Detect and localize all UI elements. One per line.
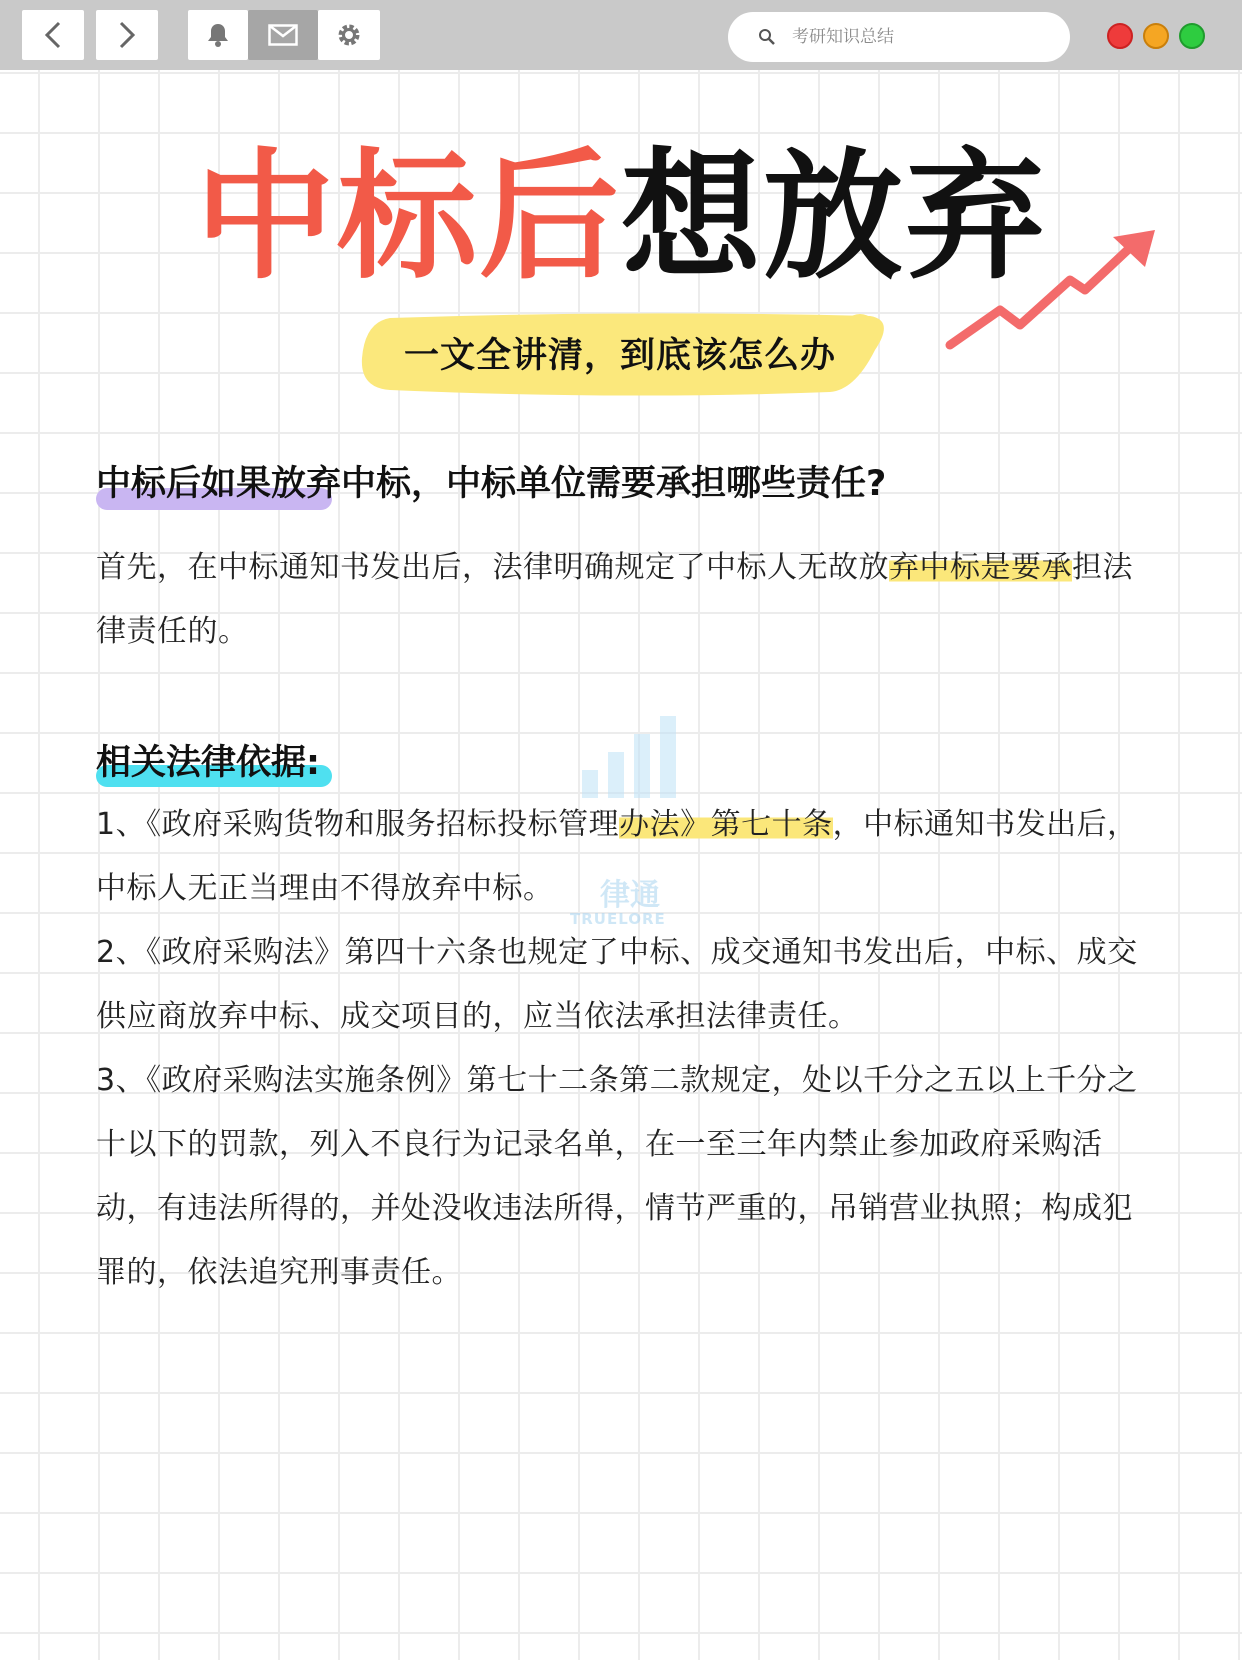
section2-heading — [96, 735, 320, 785]
section1-para-rest: 担法律责任的。 — [96, 550, 1133, 649]
title-black-part: 想放弃 — [621, 136, 1048, 299]
chevron-left-icon — [41, 20, 65, 50]
section1-heading-text: 中标后如果放弃中标，中标单位需要承担哪些责任? — [96, 464, 887, 504]
legal-item-3: 3、《政府采购法实施条例》第七十二条第二款规定，处以千分之五以上千分之十以下的罚款，列入不良行为记录名单，在一至三年内禁止参加政府采购活动，有违法所得的，并处没收违法所得，情节严重的，吊销营业执照；构成犯罪的，依法追究刑事责任。 — [96, 1063, 1138, 1290]
subtitle-text: 一文全讲清，到底该怎么办 — [403, 336, 836, 376]
notifications-button[interactable] — [188, 10, 248, 60]
trend-arrow-icon — [945, 225, 1165, 355]
section1-para-highlight: 弃中标是要承 — [889, 550, 1072, 585]
section2-heading-text: 相关法律依据: — [96, 743, 320, 783]
legal-item-1-highlight: 办法》第七十条 — [619, 807, 833, 842]
watermark-name: 律通 — [600, 878, 660, 913]
gear-icon — [336, 22, 362, 48]
section-legal-basis — [96, 735, 1156, 1305]
title-red-part: 中标后 — [194, 136, 621, 299]
mail-icon — [268, 24, 298, 46]
top-toolbar — [0, 0, 1242, 70]
window-close-dot[interactable] — [1107, 23, 1133, 49]
bell-icon — [206, 22, 230, 48]
watermark-sub: TRUELORE — [570, 910, 666, 928]
window-maximize-dot[interactable] — [1179, 23, 1205, 49]
section1-para-plain: 首先，在中标通知书发出后，法律明确规定了中标人无故放 — [96, 550, 889, 585]
legal-item-1-rest: ，中标通知书发出后，中标人无正当理由不得放弃中标。 — [96, 807, 1138, 906]
forward-button[interactable] — [96, 10, 158, 60]
search-box[interactable] — [728, 12, 1070, 62]
legal-item-2: 2、《政府采购法》第四十六条也规定了中标、成交通知书发出后，中标、成交供应商放弃中标、成交项目的，应当依法承担法律责任。 — [96, 935, 1138, 1034]
settings-button[interactable] — [318, 10, 380, 60]
subtitle-banner — [350, 310, 890, 396]
back-button[interactable] — [22, 10, 84, 60]
section1-paragraph — [96, 536, 1156, 664]
legal-item-1-prefix: 1、《政府采购货物和服务招标投标管理 — [96, 807, 620, 842]
chevron-right-icon — [115, 20, 139, 50]
window-minimize-dot[interactable] — [1143, 23, 1169, 49]
search-input[interactable] — [790, 26, 1054, 48]
search-icon — [758, 28, 776, 46]
legal-item-1 — [96, 793, 1156, 921]
mail-button[interactable] — [248, 10, 318, 60]
section1-heading — [96, 456, 886, 506]
section-responsibility — [96, 456, 1156, 664]
